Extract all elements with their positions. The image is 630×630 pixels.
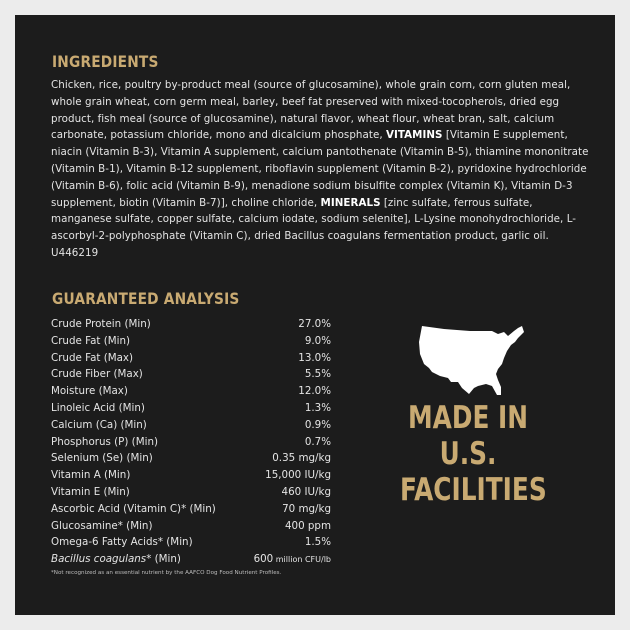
analysis-row-value: 0.35 mg/kg xyxy=(272,452,331,465)
analysis-row xyxy=(51,383,331,400)
analysis-row xyxy=(51,366,331,383)
facilities-line: FACILITIES xyxy=(400,472,547,508)
analysis-row-name: Ascorbic Acid (Vitamin C)* (Min) xyxy=(51,502,216,515)
ingredients-heading: INGREDIENTS xyxy=(52,52,159,71)
analysis-row-value: 400 ppm xyxy=(284,519,331,532)
analysis-row-name: Crude Protein (Min) xyxy=(51,318,151,330)
analysis-row-name xyxy=(51,551,181,568)
analysis-row-name: Phosphorus (P) (Min) xyxy=(51,435,158,448)
analysis-row-name: Calcium (Ca) (Min) xyxy=(51,418,147,431)
bacillus-unit: million CFU/lb xyxy=(273,555,331,565)
analysis-row xyxy=(51,518,331,535)
analysis-row xyxy=(51,417,331,434)
analysis-row-value: 1.3% xyxy=(304,401,331,414)
bacillus-name-suffix: * (Min) xyxy=(146,553,181,566)
analysis-row-value: 12.0% xyxy=(298,385,331,398)
analysis-row xyxy=(51,534,331,551)
made-in-us-badge xyxy=(400,400,547,508)
vitamins-label: VITAMINS xyxy=(385,129,443,142)
made-in-line: MADE IN xyxy=(407,400,529,436)
analysis-row-name: Crude Fat (Min) xyxy=(51,334,130,347)
analysis-row-value: 13.0% xyxy=(298,351,331,364)
analysis-row xyxy=(51,400,331,417)
analysis-row-name: Selenium (Se) (Min) xyxy=(51,452,153,465)
bacillus-value: 600 xyxy=(253,553,274,566)
analysis-table xyxy=(51,316,331,568)
guaranteed-analysis-heading: GUARANTEED ANALYSIS xyxy=(52,289,240,308)
ingredients-text-part-1: Chicken, rice, poultry by-product meal (source of glucosamine), whole grain corn, corn gluten meal, whole grain wheat, corn germ meal, barley, beef fat preserved with mixed-tocopherols, dried egg product, fish meal (source of glucosamine), natural flavor, wheat flour, wheat bran, salt, calcium carbonate, potassium chloride, mono and dicalcium phosphate, xyxy=(51,79,571,142)
analysis-row-value: 0.9% xyxy=(304,418,331,431)
analysis-row xyxy=(51,467,331,484)
footnote: *Not recognized as an essential nutrient by the AAFCO Dog Food Nutrient Profiles. xyxy=(51,570,282,576)
analysis-row-value: 27.0% xyxy=(298,318,331,330)
analysis-row-value: 5.5% xyxy=(304,368,331,381)
analysis-row xyxy=(51,434,331,451)
analysis-row-name: Crude Fiber (Max) xyxy=(51,368,143,381)
analysis-row-value: 15,000 IU/kg xyxy=(265,469,331,482)
analysis-row-name: Moisture (Max) xyxy=(51,385,128,398)
analysis-row-name: Linoleic Acid (Min) xyxy=(51,401,145,414)
usa-map-icon xyxy=(418,324,526,396)
analysis-row-name: Crude Fat (Max) xyxy=(51,351,134,364)
analysis-row xyxy=(51,350,331,367)
analysis-row-name: Omega-6 Fatty Acids* (Min) xyxy=(51,536,193,549)
ingredients-text-part-3: [zinc sulfate, ferrous sulfate, manganese sulfate, copper sulfate, calcium iodate, sodium selenite], L-Lysine monohydrochloride, L-ascorbyl-2-polyphosphate (Vitamin C), dried Bacillus coagulans fermentation product, garlic oil. U446219 xyxy=(51,196,577,259)
analysis-row xyxy=(51,484,331,501)
analysis-row xyxy=(51,501,331,518)
analysis-row-value: 1.5% xyxy=(304,536,331,549)
minerals-label: MINERALS xyxy=(320,196,381,209)
analysis-row xyxy=(51,333,331,350)
analysis-row-value: 9.0% xyxy=(304,334,331,347)
ingredients-text xyxy=(51,77,589,262)
analysis-row-value xyxy=(254,551,331,568)
analysis-row-name: Glucosamine* (Min) xyxy=(51,519,153,532)
analysis-row-value: 0.7% xyxy=(304,435,331,448)
ingredients-text-part-2: [Vitamin E supplement, niacin (Vitamin B-3), Vitamin A supplement, calcium pantothenate (Vitamin B-5), thiamine mononitrate (Vitamin B-1), Vitamin B-12 supplement, riboflavin supplement (Vitamin B-2), pyridoxine hydrochloride (Vitamin B-6), folic acid (Vitamin B-9), menadione sodium bisulfite complex (Vitamin K), Vitamin D-3 supplement, biotin (Vitamin B-7)], choline chloride, xyxy=(51,129,589,209)
analysis-row-value: 460 IU/kg xyxy=(281,485,331,498)
analysis-row xyxy=(51,316,331,333)
us-line: U.S. xyxy=(439,436,497,472)
bacillus-name: Bacillus coagulans xyxy=(51,553,147,566)
analysis-row-name: Vitamin E (Min) xyxy=(51,485,130,498)
analysis-row xyxy=(51,450,331,467)
analysis-row-value: 70 mg/kg xyxy=(282,502,331,515)
analysis-row-bacillus xyxy=(51,551,331,568)
analysis-row-name: Vitamin A (Min) xyxy=(51,469,131,482)
label-panel xyxy=(15,15,615,615)
